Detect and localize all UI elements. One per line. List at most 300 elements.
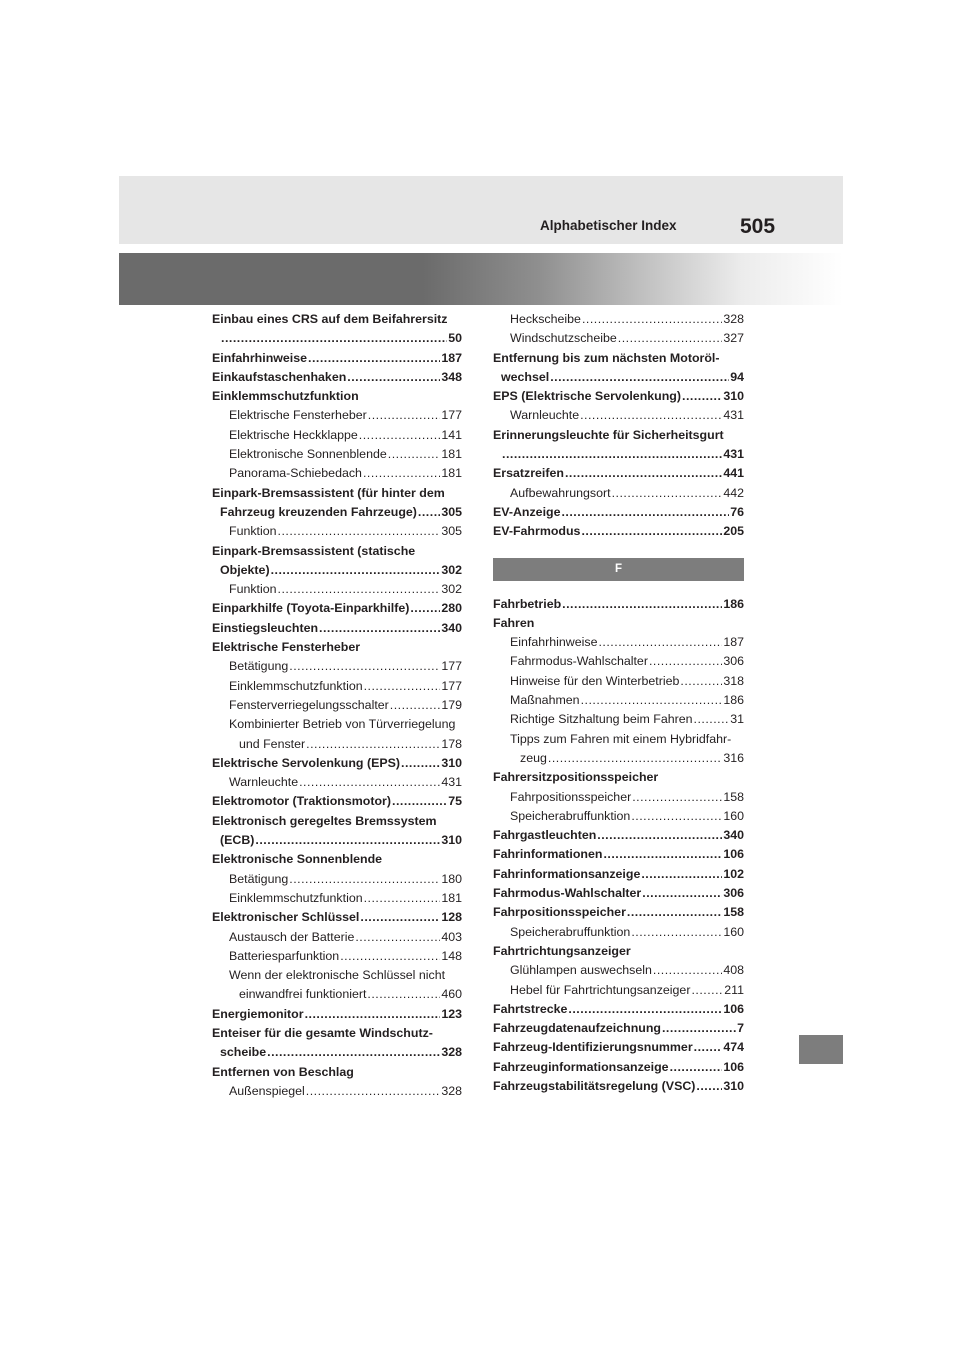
page-reference: 102 bbox=[723, 866, 744, 881]
index-subentry bbox=[493, 981, 744, 1000]
entry-text: Elektrische Fensterheber bbox=[229, 408, 367, 423]
index-entry bbox=[493, 1019, 744, 1038]
page-reference: 160 bbox=[723, 808, 744, 823]
index-subentry bbox=[493, 484, 744, 503]
entry-line bbox=[510, 310, 744, 329]
page-reference: 431 bbox=[723, 447, 744, 462]
entry-line bbox=[212, 908, 462, 927]
leader-dots bbox=[267, 1043, 440, 1062]
leader-dots bbox=[363, 464, 440, 483]
entry-text: Erinnerungsleuchte für Sicherheitsgurt bbox=[493, 427, 724, 442]
entry-line bbox=[510, 961, 744, 980]
page-reference: 441 bbox=[723, 466, 744, 481]
entry-line bbox=[510, 672, 744, 691]
entry-text: Hebel für Fahrtrichtungsanzeiger bbox=[510, 982, 691, 997]
entry-text: Warnleuchte bbox=[229, 775, 299, 790]
page-reference: 431 bbox=[441, 775, 462, 790]
entry-text: Elektrische Servolenkung (EPS) bbox=[212, 755, 400, 770]
entry-text: Einklemmschutzfunktion bbox=[229, 890, 363, 905]
entry-line bbox=[510, 652, 744, 671]
entry-line bbox=[212, 599, 462, 618]
entry-text: Betätigung bbox=[229, 871, 289, 886]
leader-dots bbox=[306, 735, 440, 754]
entry-line bbox=[493, 1038, 744, 1057]
page-reference: 181 bbox=[441, 466, 462, 481]
page-reference: 186 bbox=[723, 693, 744, 708]
page-reference: 50 bbox=[448, 331, 462, 346]
entry-text: Einkaufstaschenhaken bbox=[212, 369, 347, 384]
entry-text: Elektromotor (Traktionsmotor) bbox=[212, 794, 391, 809]
index-subentry bbox=[493, 691, 744, 710]
entry-line bbox=[493, 464, 744, 483]
leader-dots bbox=[255, 831, 440, 850]
entry-line bbox=[493, 903, 744, 922]
entry-text: Aufbewahrungsort bbox=[510, 485, 611, 500]
page-reference: 310 bbox=[441, 833, 462, 848]
entry-text: Einfahrhinweise bbox=[510, 635, 598, 650]
page-reference: 310 bbox=[441, 755, 462, 770]
leader-dots bbox=[401, 754, 440, 773]
index-subentry bbox=[212, 928, 462, 947]
leader-dots bbox=[278, 580, 441, 599]
entry-text: Fahrzeug kreuzenden Fahrzeuge) bbox=[220, 504, 417, 519]
entry-line bbox=[212, 561, 462, 580]
leader-dots bbox=[597, 826, 722, 845]
index-entry bbox=[212, 310, 462, 349]
index-subentry bbox=[212, 522, 462, 541]
index-entry bbox=[212, 792, 462, 811]
leader-dots bbox=[390, 696, 441, 715]
leader-dots bbox=[305, 1005, 441, 1024]
entry-text: Ersatzreifen bbox=[493, 466, 564, 481]
page-reference: 310 bbox=[723, 1078, 744, 1093]
index-subentry bbox=[493, 710, 744, 729]
leader-dots bbox=[631, 923, 722, 942]
entry-line bbox=[212, 1005, 462, 1024]
entry-text: Fahrgastleuchten bbox=[493, 828, 597, 843]
leader-dots bbox=[565, 464, 722, 483]
entry-text: Fensterverriegelungsschalter bbox=[229, 697, 389, 712]
leader-dots bbox=[696, 1077, 722, 1096]
index-entry bbox=[493, 865, 744, 884]
page-reference: 75 bbox=[448, 794, 462, 809]
page-reference: 148 bbox=[441, 948, 462, 963]
page-reference: 141 bbox=[441, 427, 462, 442]
entry-text: und Fenster bbox=[239, 736, 306, 751]
page-reference: 106 bbox=[723, 1059, 744, 1074]
leader-dots bbox=[367, 985, 440, 1004]
entry-line bbox=[493, 845, 744, 864]
entry-text: Fahrpositionsspeicher bbox=[493, 905, 626, 920]
leader-dots bbox=[359, 426, 441, 445]
entry-text: Einbau eines CRS auf dem Beifahrersitz bbox=[212, 312, 448, 326]
entry-text: Austausch der Batterie bbox=[229, 929, 355, 944]
entry-line bbox=[493, 768, 744, 787]
leader-dots bbox=[649, 652, 722, 671]
page-reference: 180 bbox=[441, 871, 462, 886]
entry-text: Hinweise für den Winterbetrieb bbox=[510, 673, 680, 688]
entry-line bbox=[493, 503, 744, 522]
leader-dots bbox=[618, 329, 723, 348]
entry-text: Fahrbetrieb bbox=[493, 596, 562, 611]
index-entry bbox=[212, 619, 462, 638]
index-entry bbox=[493, 614, 744, 633]
entry-line bbox=[510, 788, 744, 807]
entry-text: Glühlampen auswechseln bbox=[510, 963, 652, 978]
entry-line bbox=[212, 831, 462, 850]
entry-line bbox=[212, 503, 462, 522]
leader-dots bbox=[581, 691, 723, 710]
entry-line bbox=[229, 889, 462, 908]
entry-text: Funktion bbox=[229, 582, 277, 597]
entry-line bbox=[493, 614, 744, 633]
page-reference: 205 bbox=[723, 524, 744, 539]
leader-dots bbox=[662, 1019, 736, 1038]
entry-line bbox=[229, 696, 462, 715]
leader-dots bbox=[580, 406, 722, 425]
page-reference: 340 bbox=[441, 620, 462, 635]
page-header-title: Alphabetischer Index bbox=[540, 218, 677, 233]
entry-text: Fahrersitzpositionsspeicher bbox=[493, 770, 659, 785]
entry-line bbox=[229, 445, 462, 464]
page-reference: 348 bbox=[441, 369, 462, 384]
page-reference: 403 bbox=[441, 929, 462, 944]
leader-dots bbox=[418, 503, 440, 522]
index-column-right bbox=[493, 310, 744, 1096]
entry-text: wechsel bbox=[501, 369, 550, 384]
index-entry bbox=[493, 1000, 744, 1019]
leader-dots bbox=[364, 677, 441, 696]
leader-dots bbox=[627, 903, 722, 922]
entry-line bbox=[229, 406, 462, 425]
entry-text: Maßnahmen bbox=[510, 693, 580, 708]
entry-text: Außenspiegel bbox=[229, 1083, 305, 1098]
header-band bbox=[119, 176, 843, 244]
entry-text: einwandfrei funktioniert bbox=[239, 987, 367, 1002]
entry-text: Windschutzscheibe bbox=[510, 331, 617, 346]
entry-text: zeug bbox=[520, 750, 547, 765]
leader-dots bbox=[368, 406, 441, 425]
leader-dots bbox=[581, 522, 722, 541]
index-entry bbox=[212, 599, 462, 618]
index-entry bbox=[212, 1024, 462, 1063]
entry-text: Elektronisch geregeltes Bremssystem bbox=[212, 813, 437, 828]
leader-dots bbox=[289, 870, 440, 889]
page-reference: 316 bbox=[723, 750, 744, 765]
entry-line bbox=[510, 981, 744, 1000]
page-reference: 302 bbox=[441, 582, 462, 597]
entry-line bbox=[493, 368, 744, 387]
index-entry bbox=[493, 884, 744, 903]
leader-dots bbox=[582, 310, 722, 329]
leader-dots bbox=[550, 368, 729, 387]
entry-text: Fahrmodus-Wahlschalter bbox=[510, 654, 648, 669]
page-reference: 181 bbox=[441, 447, 462, 462]
entry-line bbox=[493, 1000, 744, 1019]
entry-line bbox=[229, 426, 462, 445]
index-subentry bbox=[493, 730, 744, 769]
entry-line bbox=[229, 522, 462, 541]
page-reference: 305 bbox=[441, 504, 462, 519]
page-reference: 305 bbox=[441, 524, 462, 539]
entry-line bbox=[229, 947, 462, 966]
entry-line bbox=[510, 484, 744, 503]
index-entry bbox=[212, 908, 462, 927]
entry-line bbox=[510, 691, 744, 710]
entry-text: Fahrzeugstabilitätsregelung (VSC) bbox=[493, 1078, 696, 1093]
page-number: 505 bbox=[740, 215, 776, 238]
index-entry bbox=[212, 387, 462, 406]
chapter-side-tab bbox=[799, 1035, 843, 1064]
entry-text: Batteriesparfunktion bbox=[229, 948, 340, 963]
index-entry bbox=[493, 1058, 744, 1077]
index-subentry bbox=[212, 696, 462, 715]
index-entry bbox=[493, 464, 744, 483]
index-subentry bbox=[212, 677, 462, 696]
index-group-e bbox=[493, 310, 744, 542]
index-entry bbox=[493, 503, 744, 522]
leader-dots bbox=[306, 1082, 441, 1101]
page-reference: 177 bbox=[441, 408, 462, 423]
page-reference: 177 bbox=[441, 659, 462, 674]
index-entry bbox=[212, 1005, 462, 1024]
entry-text: Elektronische Sonnenblende bbox=[229, 447, 387, 462]
index-entry bbox=[493, 826, 744, 845]
entry-text: Objekte) bbox=[220, 562, 270, 577]
entry-line bbox=[493, 445, 744, 464]
leader-dots bbox=[347, 368, 440, 387]
entry-text: EV-Anzeige bbox=[493, 504, 561, 519]
entry-text: Einstiegsleuchten bbox=[212, 620, 319, 635]
leader-dots bbox=[289, 657, 440, 676]
entry-line bbox=[493, 1077, 744, 1096]
page-reference: 179 bbox=[441, 697, 462, 712]
index-subentry bbox=[212, 580, 462, 599]
index-entry bbox=[212, 754, 462, 773]
index-subentry bbox=[493, 633, 744, 652]
entry-line bbox=[212, 792, 462, 811]
page-reference: 7 bbox=[737, 1021, 744, 1036]
page-reference: 158 bbox=[723, 789, 744, 804]
index-subentry bbox=[493, 310, 744, 329]
leader-dots bbox=[502, 445, 722, 464]
leader-dots bbox=[680, 672, 722, 691]
index-entry bbox=[493, 426, 744, 465]
index-subentry bbox=[212, 947, 462, 966]
entry-line bbox=[493, 1058, 744, 1077]
index-subentry bbox=[212, 657, 462, 676]
page-reference: 306 bbox=[723, 654, 744, 669]
index-entry bbox=[493, 1038, 744, 1057]
page-reference: 280 bbox=[441, 601, 462, 616]
leader-dots bbox=[308, 349, 440, 368]
leader-dots bbox=[299, 773, 440, 792]
index-subentry bbox=[212, 889, 462, 908]
leader-dots bbox=[653, 961, 722, 980]
leader-dots bbox=[691, 981, 723, 1000]
page-reference: 31 bbox=[730, 712, 744, 727]
entry-line bbox=[229, 1082, 462, 1101]
page-reference: 178 bbox=[441, 736, 462, 751]
index-entry bbox=[212, 1063, 462, 1082]
index-entry bbox=[493, 387, 744, 406]
entry-text: Speicherabruffunktion bbox=[510, 924, 631, 939]
entry-text: Fahren bbox=[493, 615, 535, 630]
entry-line bbox=[212, 368, 462, 387]
entry-line bbox=[229, 773, 462, 792]
entry-text: Enteiser für die gesamte Windschutz- bbox=[212, 1025, 433, 1040]
index-subentry bbox=[212, 1082, 462, 1101]
index-entry bbox=[212, 542, 462, 581]
entry-line bbox=[510, 923, 744, 942]
leader-dots bbox=[632, 788, 722, 807]
entry-line bbox=[493, 595, 744, 614]
entry-text: Einpark-Bremsassistent (statische bbox=[212, 543, 416, 558]
leader-dots bbox=[278, 522, 441, 541]
entry-line bbox=[212, 754, 462, 773]
page-reference: 211 bbox=[724, 982, 744, 997]
index-subentry bbox=[212, 464, 462, 483]
entry-text: scheibe bbox=[220, 1045, 267, 1060]
page-reference: 442 bbox=[723, 485, 744, 500]
section-header-f: F bbox=[493, 558, 744, 581]
leader-dots bbox=[548, 749, 722, 768]
entry-text: Fahrinformationen bbox=[493, 847, 603, 862]
entry-line bbox=[212, 1063, 462, 1082]
entry-text: Einklemmschutzfunktion bbox=[212, 389, 359, 404]
index-entry bbox=[212, 484, 462, 523]
entry-text: Einklemmschutzfunktion bbox=[229, 678, 363, 693]
index-entry bbox=[212, 349, 462, 368]
entry-text: Fahrzeugdatenaufzeichnung bbox=[493, 1021, 661, 1036]
index-subentry bbox=[212, 445, 462, 464]
page-reference: 186 bbox=[723, 596, 744, 611]
page-reference: 328 bbox=[723, 312, 744, 326]
leader-dots bbox=[364, 889, 441, 908]
index-column-left bbox=[212, 310, 462, 1101]
entry-text: Richtige Sitzhaltung beim Fahren bbox=[510, 712, 693, 727]
page-reference: 302 bbox=[441, 562, 462, 577]
leader-dots bbox=[670, 1058, 723, 1077]
entry-line bbox=[229, 657, 462, 676]
page-reference: 408 bbox=[723, 963, 744, 978]
entry-line bbox=[510, 329, 744, 348]
entry-line bbox=[229, 985, 462, 1004]
entry-text: Elektrische Heckklappe bbox=[229, 427, 358, 442]
entry-text: Panorama-Schiebedach bbox=[229, 466, 362, 481]
leader-dots bbox=[392, 792, 447, 811]
leader-dots bbox=[410, 599, 440, 618]
leader-dots bbox=[561, 503, 729, 522]
entry-text: EV-Fahrmodus bbox=[493, 524, 581, 539]
entry-text: Einfahrhinweise bbox=[212, 350, 308, 365]
entry-line bbox=[212, 329, 462, 348]
entry-text: Betätigung bbox=[229, 659, 289, 674]
leader-dots bbox=[355, 928, 440, 947]
entry-line bbox=[212, 1043, 462, 1062]
entry-text: Elektrische Fensterheber bbox=[212, 640, 361, 655]
entry-text: Fahrinformationsanzeige bbox=[493, 866, 641, 881]
entry-text: Einpark-Bremsassistent (für hinter dem bbox=[212, 485, 445, 500]
entry-line bbox=[229, 580, 462, 599]
leader-dots bbox=[568, 1000, 722, 1019]
decorative-gradient-band bbox=[119, 253, 843, 305]
entry-line bbox=[212, 638, 462, 657]
entry-line bbox=[493, 826, 744, 845]
leader-dots bbox=[694, 710, 730, 729]
page-reference: 340 bbox=[723, 828, 744, 843]
page-reference: 474 bbox=[723, 1040, 744, 1055]
page-reference: 306 bbox=[723, 886, 744, 901]
index-subentry bbox=[212, 715, 462, 754]
entry-line bbox=[212, 349, 462, 368]
entry-line bbox=[493, 884, 744, 903]
leader-dots bbox=[562, 595, 722, 614]
index-entry bbox=[493, 349, 744, 388]
page-reference: 76 bbox=[730, 504, 744, 519]
entry-text: Elektronischer Schlüssel bbox=[212, 910, 360, 925]
leader-dots bbox=[598, 633, 722, 652]
entry-text: Warnleuchte bbox=[510, 408, 580, 423]
leader-dots bbox=[388, 445, 441, 464]
entry-text: Elektronische Sonnenblende bbox=[212, 852, 383, 867]
index-subentry bbox=[212, 426, 462, 445]
entry-text: Kombinierter Betrieb von Türverriegelung bbox=[229, 717, 456, 732]
entry-text: Tipps zum Fahren mit einem Hybridfahr- bbox=[510, 731, 732, 746]
entry-text: Funktion bbox=[229, 524, 277, 539]
entry-line bbox=[212, 387, 462, 406]
page-reference: 94 bbox=[730, 369, 744, 384]
entry-text: EPS (Elektrische Servolenkung) bbox=[493, 389, 681, 404]
page-reference: 431 bbox=[723, 408, 744, 423]
index-entry bbox=[212, 850, 462, 869]
entry-line bbox=[229, 677, 462, 696]
entry-text: Fahrzeug-Identifizierungsnummer bbox=[493, 1040, 693, 1055]
index-subentry bbox=[493, 807, 744, 826]
index-entry bbox=[493, 1077, 744, 1096]
index-entry bbox=[212, 638, 462, 657]
leader-dots bbox=[340, 947, 440, 966]
entry-line bbox=[229, 870, 462, 889]
entry-line bbox=[510, 710, 744, 729]
entry-text: Fahrmodus-Wahlschalter bbox=[493, 886, 642, 901]
leader-dots bbox=[642, 884, 722, 903]
entry-text: Heckscheibe bbox=[510, 312, 581, 326]
entry-line bbox=[510, 633, 744, 652]
page-reference: 123 bbox=[441, 1006, 462, 1021]
entry-line bbox=[493, 865, 744, 884]
page-reference: 158 bbox=[723, 905, 744, 920]
entry-line bbox=[510, 749, 744, 768]
leader-dots bbox=[682, 387, 722, 406]
page-reference: 181 bbox=[441, 890, 462, 905]
index-entry bbox=[212, 812, 462, 851]
entry-text: Entfernen von Beschlag bbox=[212, 1064, 354, 1079]
index-subentry bbox=[493, 923, 744, 942]
index-entry bbox=[212, 368, 462, 387]
entry-line bbox=[229, 735, 462, 754]
index-subentry bbox=[493, 329, 744, 348]
entry-line bbox=[229, 464, 462, 483]
index-subentry bbox=[493, 652, 744, 671]
entry-line bbox=[493, 387, 744, 406]
entry-line bbox=[493, 1019, 744, 1038]
entry-line bbox=[229, 928, 462, 947]
page-reference: 187 bbox=[441, 350, 462, 365]
entry-text: Speicherabruffunktion bbox=[510, 808, 631, 823]
page-reference: 106 bbox=[723, 847, 744, 862]
entry-line bbox=[493, 942, 744, 961]
